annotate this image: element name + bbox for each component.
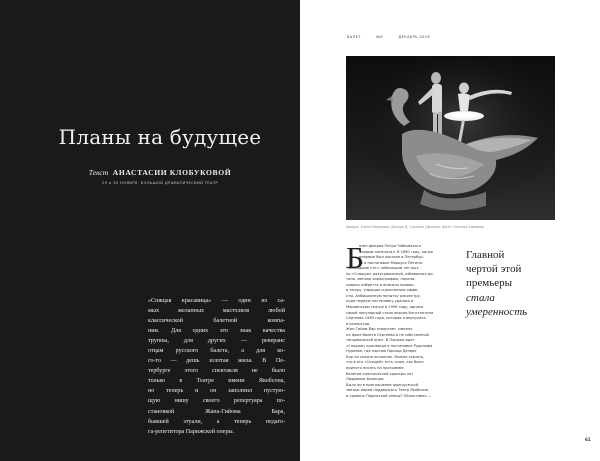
body-line: танцевальной опыт. В Париже идет [346,338,415,343]
lead-line: классической балетной компа- [148,318,285,325]
body-column [346,240,452,399]
body-line: ге в постановке Мариуса Петипа. [359,260,423,265]
lead-line: нии. Для одних это знак качества [148,328,285,335]
lead-line: го-то — дешь золотая жила. В Пе- [148,358,285,365]
lead-line: тербурге этого спектакля не было [148,368,285,375]
ballet-photo [346,56,555,220]
article-title: Планы на будущее [58,125,262,149]
body-line: и уровень Парижской оперы? Объективно — [346,393,432,398]
event-dates: 29 и 30 НОЯБРЯ. БОЛЬШОЙ ДРАМАТИЧЕСКИЙ ТЕАТР [102,181,218,185]
header-section: БАЛЕТ [347,35,361,39]
body-line: первым напечатал. В 1890 году, когда [359,249,433,254]
pull-quote-line: премьеры [466,277,513,290]
byline [30,168,290,177]
lead-line: труппы, для других — реверанс [148,338,285,345]
body-line: в репертуар. [346,321,371,326]
lead-line: отцам русского балета, а для ко- [148,348,285,355]
lead-line: становкой Жана-Гийома Бара, [148,408,285,415]
ballet-photo-graphic [346,56,555,220]
lead-line: «Спящая красавица» — один из са- [148,298,285,304]
body-line: сывали либретто и вносили правки. [346,282,415,287]
pull-quote-line: стала [466,291,495,304]
body-line: кты. Амбициозную попытку реконстру- [346,293,421,298]
body-line: Людовика Франции. [346,377,385,382]
body-line: впервые был показан в Петербур- [359,255,424,260]
byline-label: Текст [88,168,109,177]
body-line: что в его «Спящей» есть тоже, как было [346,360,424,365]
lead-line: но теперь и он заполнил пустую- [148,388,285,395]
lead-line: га-репетитора Парижской оперы. [148,428,235,435]
body-line: самой популярной стала версия Константина [346,310,434,315]
body-line: Бар на склоне исполнял. Можно сказать, [346,354,425,359]
body-line: Прошедшие сто с небольшим лет выз- [346,266,420,271]
body-line: на фоне балета Сергеева и не собственной [346,332,430,337]
body-line: в танцы, упрощая сценические эффе- [346,288,419,293]
body-line: Нуреева, где партию Принца Дезире [346,349,417,354]
photo-caption: Аврора: Елена Макарова; Дезире Д. Соколов (Дезире); Фото: Наталья Ефимова [346,225,485,229]
lead-line: бывшей этуали, а теперь педаго- [148,418,285,425]
body-line: кции первую постановку удалось в [346,299,414,304]
running-header [347,35,444,39]
body-line: тали, меняли хореографию, перепи- [346,277,416,282]
page-number: 61 [585,437,591,442]
lead-line: мых желанных мастхэвов любой [148,308,285,315]
right-page [300,0,600,461]
drop-cap: Б [346,240,364,275]
lead-line: только в Театре имени Якобсона, [148,378,285,385]
author-name: АНАСТАСИИ КЛОБУКОВОЙ [112,168,232,177]
body-line: Мариинском театре в 1999 году, однако [346,305,424,310]
body-line: принято писать на программе [346,366,404,371]
lead-paragraph [148,296,285,437]
header-issue: №9 [376,35,383,39]
header-date: ДЕКАБРЬ 2018 [398,35,431,39]
body-line: звезды идеей поддержать Театр Якобсона [346,388,429,393]
body-line: балетов классической карьеры лет [346,371,414,376]
pull-quote-line: умеренность [466,305,528,318]
pull-quote-line: Главной [466,249,505,261]
body-line: «Спящая» красавица в постановке Рудольфа [346,343,433,348]
body-line: алет-феерия Петра Чайковского [359,244,422,248]
lead-line: щую нишу своего репертуара по- [148,398,285,405]
pull-quote-line: чертой этой [466,263,522,276]
body-line: ли «Спящую» разукрашенной, избавилась до- [346,271,434,276]
body-line: Сергеева 1989 года, которая и вернулась [346,316,426,321]
pull-quote [466,248,576,319]
body-line: Жан-Гийом Бар отвергает, именно [346,327,413,332]
body-line: Было ли в приглашение французской [346,382,418,387]
